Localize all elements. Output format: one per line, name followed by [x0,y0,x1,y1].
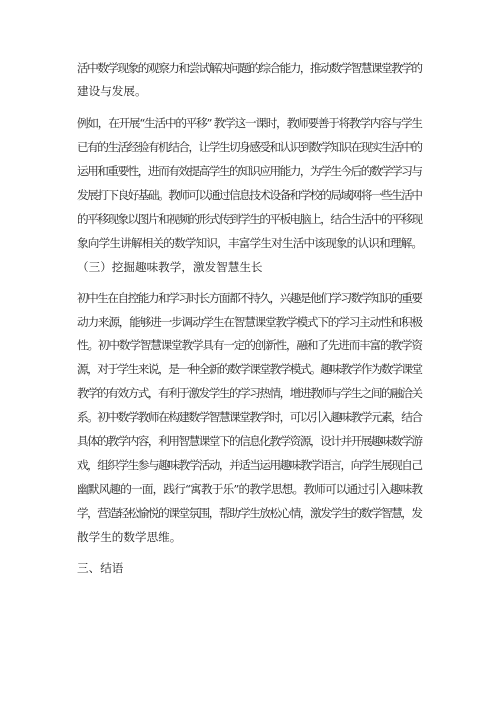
text-line [0,358,500,380]
text-line [0,430,500,452]
text-line [0,311,500,333]
text-line [0,454,500,476]
line-text: 初中生在自控能力和学习时长方面都不持久，兴趣是他们学习数学知识的重要 [77,291,422,305]
line-text: 学，营造轻松愉悦的课堂氛围，帮助学生放松心情，激发学生的数学智慧，发 [77,506,422,520]
line-text: 活中数学现象的观察力和尝试解决问题的综合能力，推动数学智慧课堂教学的 [77,61,422,75]
text-line [0,57,500,79]
line-text: 已有的生活经验有机结合，让学生切身感受和认识到数学知识在现实生活中的 [77,140,422,154]
text-line [0,136,500,158]
text-line [0,382,500,404]
line-text: 发展打下良好基础。教师可以通过信息技术设备和学校的局域网将一些生活中 [77,188,422,202]
section-heading-text: （三）挖掘趣味教学，激发智慧生长 [77,260,263,274]
line-text: 建设与发展。 [77,84,147,98]
text-line [0,478,500,500]
line-text: 性。初中数学智慧课堂教学具有一定的创新性，融和了先进而丰富的教学资 [77,338,422,352]
text-line [0,80,500,102]
text-line [0,334,500,356]
section-heading [0,256,500,278]
section-heading [0,557,500,579]
text-line [0,232,500,254]
line-text: 幽默风趣的一面，践行“寓教于乐”的教学思想。教师可以通过引入趣味教 [77,482,423,496]
line-text: 源，对于学生来说，是一种全新的数学课堂教学模式。趣味教学作为数学课堂 [77,362,422,376]
line-text: 象向学生讲解相关的数学知识，丰富学生对生活中该现象的认识和理解。 [77,236,423,250]
line-text: 例如，在开展“生活中的平移” 教学这一课时，教师要善于将教学内容与学生 [77,116,422,130]
text-line [0,526,500,548]
line-text: 系。初中数学教师在构建数学智慧课堂教学时，可以引入趣味教学元素，结合 [77,410,422,424]
line-text: 的平移现象以图片和视频的形式传到学生的平板电脑上，结合生活中的平移现 [77,212,422,226]
line-text: 教学的有效方式，有利于激发学生的学习热情，增进教师与学生之间的融洽关 [77,386,422,400]
text-line [0,406,500,428]
line-text: 动力来源，能够进一步调动学生在智慧课堂教学模式下的学习主动性和积极 [77,315,422,329]
text-line [0,160,500,182]
line-text: 具体的教学内容，利用智慧课堂下的信息化教学资源，设计并开展趣味数学游 [77,434,422,448]
text-line [0,112,500,134]
line-text: 运用和重要性，进而有效提高学生的知识应用能力，为学生今后的数学学习与 [77,164,422,178]
line-text: 戏，组织学生参与趣味教学活动，并适当运用趣味教学语言，向学生展现自己 [77,458,422,472]
section-heading-text: 三、结语 [77,561,124,575]
text-line [0,208,500,230]
line-text: 散学生的数学思维。 [77,530,182,544]
text-line [0,502,500,524]
text-line [0,287,500,309]
text-line [0,184,500,206]
